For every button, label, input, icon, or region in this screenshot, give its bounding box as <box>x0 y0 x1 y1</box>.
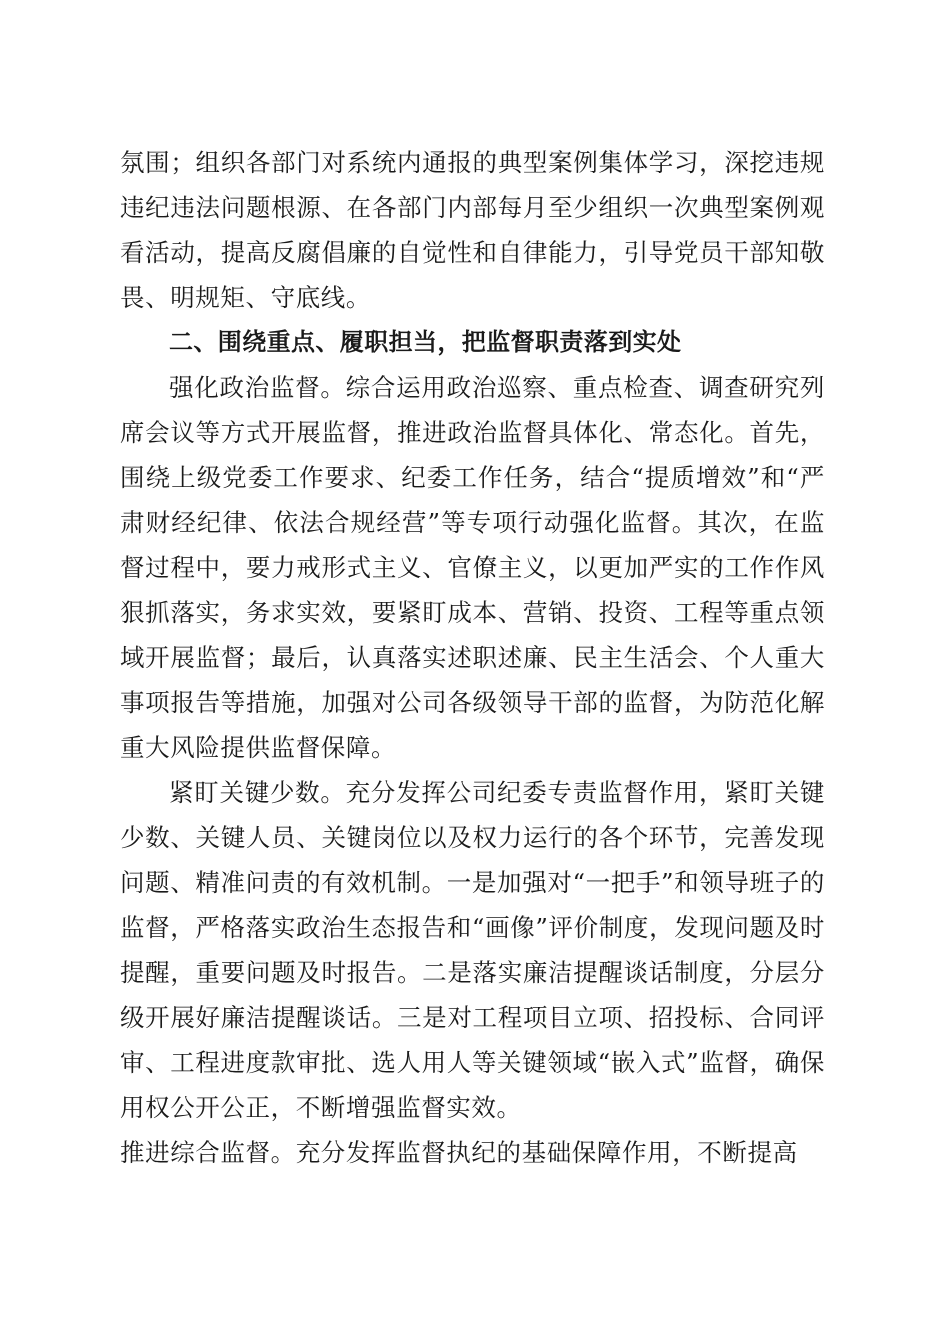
document-body <box>120 140 825 1175</box>
paragraph-continuation: 氛围；组织各部门对系统内通报的典型案例集体学习，深挖违规违纪违法问题根源、在各部门内部每月至少组织一次典型案例观看活动，提高反腐倡廉的自觉性和自律能力，引导党员干部知敬畏、明规矩、守底线。 <box>120 148 825 312</box>
section-heading: 二、围绕重点、履职担当，把监督职责落到实处 <box>169 328 682 356</box>
paragraph-comprehensive-supervision: 推进综合监督。充分发挥监督执纪的基础保障作用，不断提高 <box>120 1138 798 1167</box>
paragraph-key-minority: 紧盯关键少数。充分发挥公司纪委专责监督作用，紧盯关键少数、关键人员、关键岗位以及权力运行的各个环节，完善发现问题、精准问责的有效机制。一是加强对“一把手”和领导班子的监督，严格落实政治生态报告和“画像”评价制度，发现问题及时提醒，重要问题及时报告。二是落实廉洁提醒谈话制度，分层分级开展好廉洁提醒谈话。三是对工程项目立项、招投标、合同评审、工程进度款审批、选人用人等关键领域“嵌入式”监督，确保用权公开公正，不断增强监督实效。 <box>120 778 825 1122</box>
paragraph-political-supervision: 强化政治监督。综合运用政治巡察、重点检查、调查研究列席会议等方式开展监督，推进政治监督具体化、常态化。首先，围绕上级党委工作要求、纪委工作任务，结合“提质增效”和“严肃财经纪律、依法合规经营”等专项行动强化监督。其次，在监督过程中，要力戒形式主义、官僚主义，以更加严实的工作作风狠抓落实，务求实效，要紧盯成本、营销、投资、工程等重点领域开展监督；最后，认真落实述职述廉、民主生活会、个人重大事项报告等措施，加强对公司各级领导干部的监督，为防范化解重大风险提供监督保障。 <box>120 373 825 762</box>
